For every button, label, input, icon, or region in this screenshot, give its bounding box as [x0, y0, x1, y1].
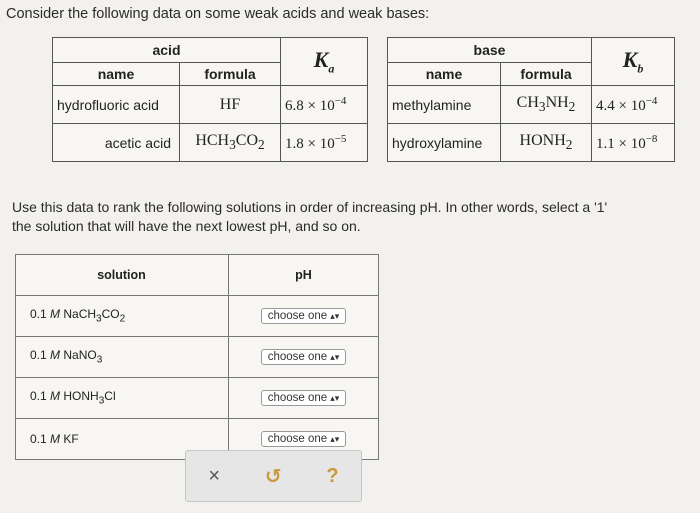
base-kb: $4.4 \times 10^{-4}$ [592, 86, 675, 124]
base-kb: $1.1 \times 10^{-8}$ [592, 124, 675, 162]
acid-formula: $HCH_3CO_2$ [180, 124, 281, 162]
acid-group-header: acid [53, 38, 281, 63]
base-formula: $HONH_2$ [501, 124, 592, 162]
base-name: hydroxylamine [388, 124, 501, 162]
instructions-text: Use this data to rank the following solutions in order of increasing pH. In other words, select a '1' the solution that will have the next lowest pH, and so on. [12, 199, 608, 234]
table-row [388, 124, 675, 162]
chevron-updown-icon: ▴▾ [330, 352, 340, 362]
base-col-formula: formula [501, 63, 592, 86]
base-col-name: name [388, 63, 501, 86]
base-group-header: base [388, 38, 592, 63]
acid-table [52, 37, 368, 162]
solutions-table [15, 254, 379, 460]
intro-text: Consider the following data on some weak acids and weak bases: [6, 6, 430, 22]
clear-icon[interactable]: × [208, 464, 221, 487]
chevron-updown-icon: ▴▾ [330, 393, 340, 403]
ka-header: $K_a$ [281, 38, 368, 86]
base-formula: $CH_3NH_2$ [501, 86, 592, 124]
table-row [16, 337, 379, 378]
chevron-updown-icon: ▴▾ [330, 434, 340, 444]
chevron-updown-icon: ▴▾ [330, 311, 340, 321]
solution-label: 0.1 M $HONH_3Cl$ [16, 378, 229, 419]
col-ph: pH [229, 255, 379, 296]
table-row [53, 86, 368, 124]
ph-rank-select[interactable]: choose one ▴▾ [261, 349, 347, 365]
table-row [16, 378, 379, 419]
undo-icon[interactable]: ↺ [264, 465, 282, 488]
answer-actions [185, 450, 362, 502]
acid-col-formula: formula [180, 63, 281, 86]
solution-label: 0.1 M KF [16, 419, 229, 460]
ph-rank-select[interactable]: choose one ▴▾ [261, 308, 347, 324]
acid-col-name: name [53, 63, 180, 86]
table-row [16, 296, 379, 337]
ph-rank-select[interactable]: choose one ▴▾ [261, 431, 347, 447]
col-solution: solution [16, 255, 229, 296]
help-icon[interactable]: ? [326, 464, 339, 487]
table-row [53, 124, 368, 162]
kb-header: $K_b$ [592, 38, 675, 86]
acid-ka: $1.8 \times 10^{-5}$ [281, 124, 368, 162]
acid-name: hydrofluoric acid [53, 86, 180, 124]
acid-name: acetic acid [53, 124, 180, 162]
table-row [388, 86, 675, 124]
acid-ka: $6.8 \times 10^{-4}$ [281, 86, 368, 124]
solution-label: 0.1 M NaNO$_3$ [16, 337, 229, 378]
ph-rank-select[interactable]: choose one ▴▾ [261, 390, 347, 406]
base-table [387, 37, 675, 162]
base-name: methylamine [388, 86, 501, 124]
acid-formula: HF [180, 86, 281, 124]
solution-label: 0.1 M $NaCH_3CO_2$ [16, 296, 229, 337]
